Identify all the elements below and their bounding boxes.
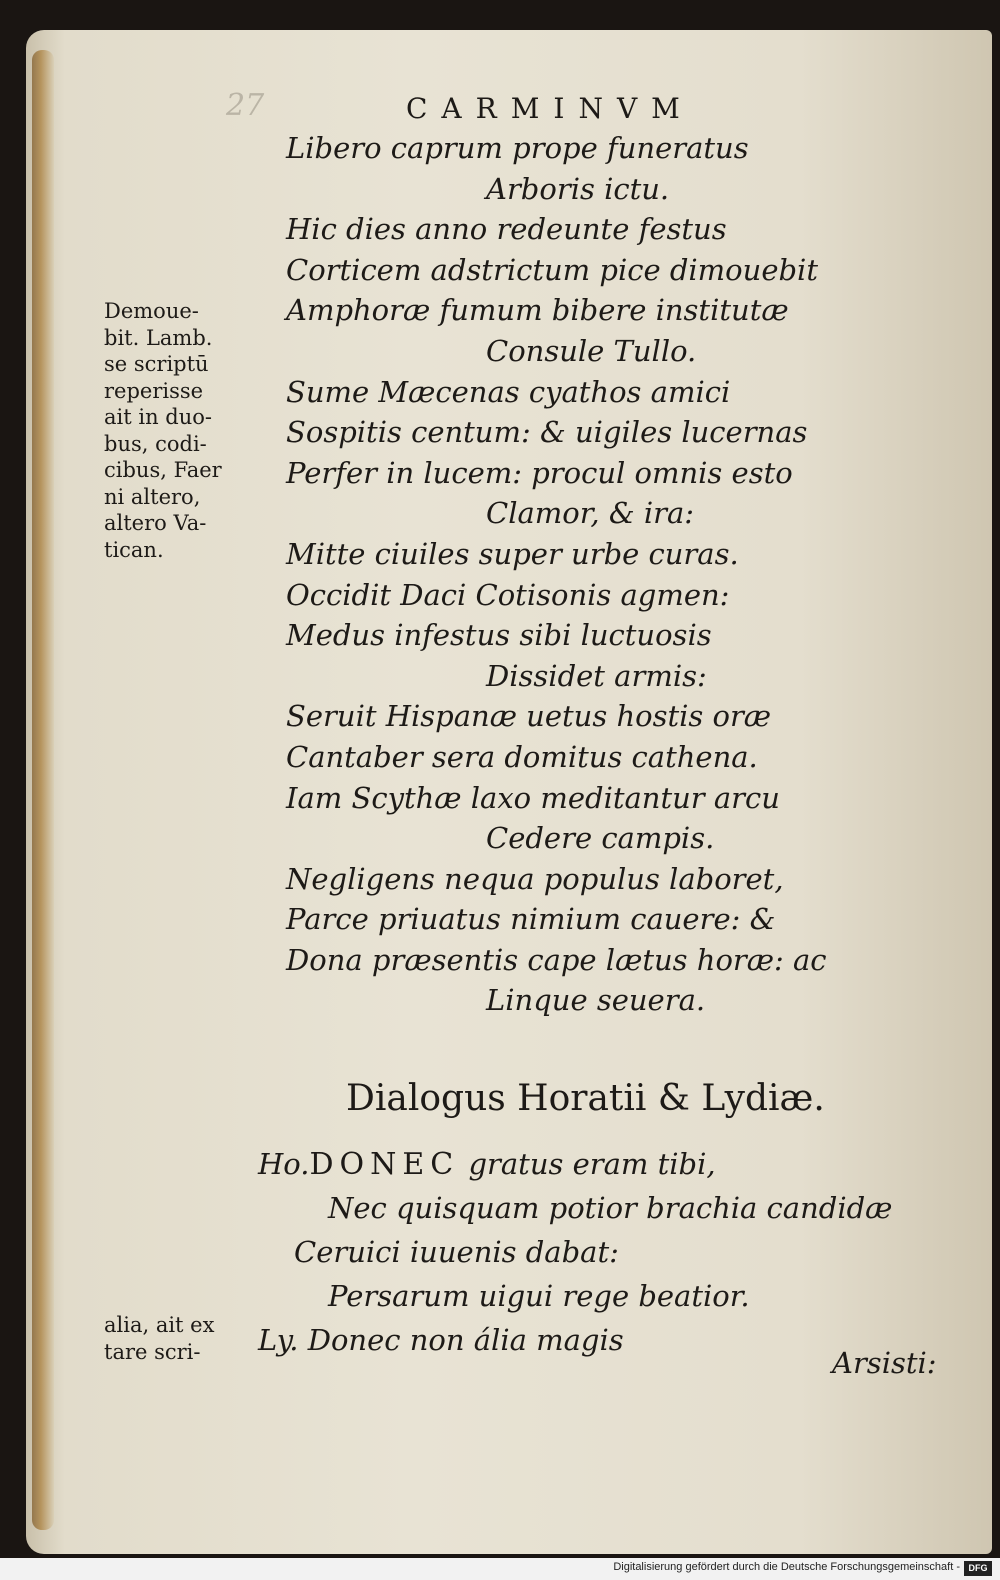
running-head: CARMINVM [406,92,694,125]
poem-verse [286,128,827,1021]
margin-note-line: reperisse [104,378,204,403]
margin-note-line: bit. Lamb. [104,325,213,350]
catchword: Arsisti: [832,1346,937,1380]
dialogue-text: Nec quisquam potior brachia candidæ [328,1191,893,1225]
dialogue-line [258,1186,892,1230]
margin-note-line: ni altero, [104,484,201,509]
dialogue-verse [258,1142,892,1362]
dfg-logo: DFG [964,1561,992,1576]
verse-line: Corticem adstrictum pice dimouebit [286,252,818,287]
verse-line: Seruit Hispanæ uetus hostis oræ [286,699,772,734]
verse-line: Clamor, & ira: [486,496,695,531]
verse-line: Cantaber sera domitus cathena. [286,739,758,774]
verse-line: Amphoræ fumum bibere institutæ [286,293,789,328]
verse-line: Dona præsentis cape lætus horæ: ac [286,942,827,977]
footer-bar [0,1558,1000,1580]
verse-line: Hic dies anno redeunte festus [286,212,727,247]
margin-note-line: alia, ait ex [104,1313,215,1337]
verse-line: Arboris ictu. [486,171,670,206]
verse-line: Cedere campis. [486,821,715,856]
verse-line: Sume Mæcenas cyathos amici [286,374,731,409]
page-number: 27 [226,88,265,123]
verse-line: Occidit Daci Cotisonis agmen: [286,577,730,612]
margin-note-line: tare scri- [104,1339,201,1364]
margin-note-line: altero Va- [104,511,207,535]
margin-note-line: cibus, Faer [104,458,222,482]
verse-line: Parce priuatus nimium cauere: & [286,902,776,937]
dialogue-line [258,1274,892,1318]
verse-line: Mitte ciuiles super urbe curas. [286,536,739,571]
verse-line: Perfer in lucem: procul omnis esto [286,455,793,490]
funding-credit: Digitalisierung gefördert durch die Deutsche Forschungsgemeinschaft - [613,1561,960,1573]
verse-line: Consule Tullo. [486,333,697,368]
dialogue-line [258,1142,892,1186]
book-page [26,30,992,1554]
margin-note-alia [104,1312,254,1365]
margin-note-line: ait in duo- [104,405,212,429]
speaker-label: Ho. [258,1147,310,1181]
margin-note-demouebit [104,298,254,563]
verse-line: Dissidet armis: [486,658,707,693]
dialogue-text: Ceruici iuuenis dabat: [294,1235,619,1269]
verse-line: Iam Scythæ laxo meditantur arcu [286,780,780,815]
verse-line: Libero caprum prope funeratus [286,131,749,165]
dialogue-line [258,1318,892,1362]
margin-note-line: bus, codi- [104,431,207,456]
dialogue-text: Persarum uigui rege beatior. [328,1279,750,1313]
margin-note-line: tican. [104,537,164,562]
dialogue-heading: Dialogus Horatii & Lydiæ. [346,1078,825,1119]
verse-line: Sospitis centum: & uigiles lucernas [286,415,808,450]
page-edge [32,50,54,1530]
speaker-label: Ly. [258,1323,299,1357]
verse-line: Negligens nequa populus laboret, [286,861,784,896]
margin-note-line: se scriptū [104,352,209,376]
verse-line: Medus infestus sibi luctuosis [286,618,712,653]
dialogue-text: Donec non ália magis [298,1323,624,1357]
dialogue-text: gratus eram tibi, [459,1147,716,1181]
opening-word: DONEC [309,1147,460,1182]
margin-note-line: Demoue- [104,299,199,323]
verse-line: Linque seuera. [486,983,706,1018]
dialogue-line [258,1230,892,1274]
